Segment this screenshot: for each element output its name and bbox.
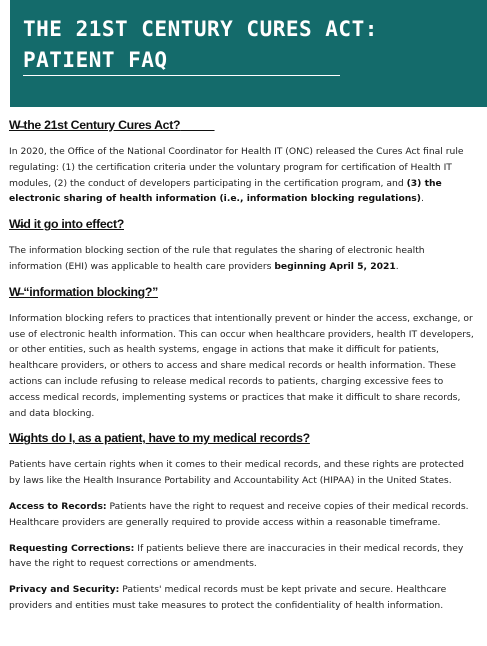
page-title — [23, 14, 378, 76]
faq-question-4: W̶ights do I, as a patient, have to my medical records? — [9, 431, 310, 446]
answer-text: Information blocking refers to practices that intentionally prevent or hinder the access, exchange, or use of electronic health information. This can occur when healthcare providers, health IT developers, or other entities, such as health systems, engage in actions that make it difficult for patients, healthcare providers, or others to access and share medical records or health information. These actions can include refusing to release medical records to patients, charging excessive fees to access medical records, implementing systems or practices that make it difficult to share records, and data blocking. — [9, 312, 474, 419]
faq-answer-4-privacy — [9, 582, 477, 614]
answer-tail: . — [420, 193, 424, 205]
answer-text: Patients' medical records must be kept private and secure. Healthcare providers and entities must take measures to protect the confidentiality of health information. — [9, 584, 447, 611]
faq-answer-4-intro — [9, 457, 477, 489]
title-underline — [23, 75, 340, 76]
answer-bold: beginning April 5, 2021 — [274, 260, 396, 272]
answer-text: In 2020, the Office of the National Coordinator for Health IT (ONC) released the Cures Act final rule regulating: (1) the certification criteria under the voluntary program for certification of Health IT modules, (2) the conduct of developers participating in the certification program, and — [9, 146, 464, 189]
faq-answer-2 — [9, 243, 477, 275]
faq-question-3: W̶ “information blocking?” — [9, 284, 158, 299]
answer-lead: Requesting Corrections: — [9, 542, 135, 554]
faq-answer-4-access — [9, 499, 477, 531]
answer-bold: (3) the electronic sharing of health information (i.e., information blocking regulations) — [9, 177, 442, 205]
answer-text: Patients have the right to request and receive copies of their medical records. Healthcare providers are generally required to provide access within a reasonable timeframe. — [9, 500, 469, 528]
answer-tail: . — [395, 260, 399, 272]
faq-answer-4-corrections — [9, 541, 477, 573]
faq-answer-1 — [9, 144, 477, 207]
faq-content — [9, 118, 477, 624]
answer-lead: Privacy and Security: — [9, 584, 120, 596]
answer-lead: Access to Records: — [9, 500, 107, 512]
faq-question-1: W̶ the 21st Century Cures Act? — [9, 118, 181, 132]
answer-text: If patients believe there are inaccuracies in their medical records, they have the right to request corrections or amendments. — [9, 542, 464, 570]
header-banner — [10, 0, 487, 107]
faq-question-2: W̶id it go into effect? — [9, 217, 124, 232]
page-title-line-1: THE 21ST CENTURY CURES ACT: — [23, 17, 378, 41]
answer-text: The information blocking section of the rule that regulates the sharing of electronic health information (EHI) was applicable to health care providers — [9, 245, 425, 272]
answer-text: Patients have certain rights when it comes to their medical records, and these rights are protected by laws like the Health Insurance Portability and Accountability Act (HIPAA) in the United States. — [9, 459, 464, 487]
page-title-line-2: PATIENT FAQ — [23, 48, 168, 72]
faq-answer-3 — [9, 311, 477, 422]
